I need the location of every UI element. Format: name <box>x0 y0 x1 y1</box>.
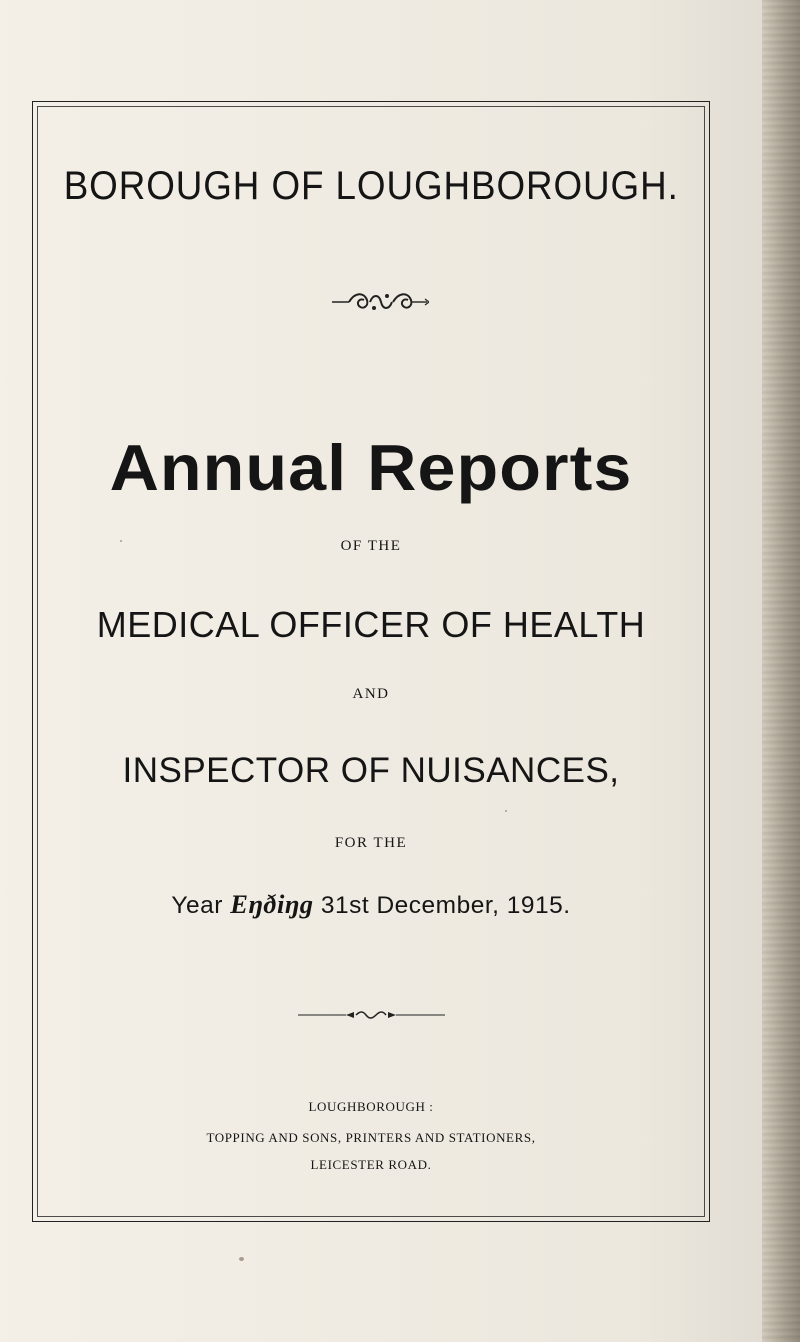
printer-firm: TOPPING AND SONS, PRINTERS AND STATIONERS, <box>206 1130 536 1145</box>
of-the-label: OF THE <box>340 538 402 554</box>
paper-speck <box>120 540 122 542</box>
borough-title: BOROUGH OF LOUGHBOROUGH. <box>63 164 679 208</box>
medical-officer-heading: MEDICAL OFFICER OF HEALTH <box>96 604 646 645</box>
decorative-rule-icon <box>298 1010 445 1020</box>
year-line <box>30 890 711 920</box>
printer-address: LEICESTER ROAD. <box>310 1157 432 1172</box>
and-label: AND <box>352 686 390 702</box>
paper-speck <box>505 810 507 812</box>
ending-word: Eŋðiŋg <box>230 890 314 919</box>
for-the-label: FOR THE <box>334 835 408 851</box>
printer-location: LOUGHBOROUGH : <box>308 1099 434 1114</box>
paper-speck <box>239 1257 244 1261</box>
scroll-ornament-icon <box>329 288 429 316</box>
inspector-heading: INSPECTOR OF NUISANCES, <box>122 751 620 790</box>
inner-border <box>37 106 705 1217</box>
page-edge-shadow <box>762 0 800 1342</box>
year-date: 31st December, 1915. <box>320 892 571 919</box>
main-title: Annual Reports <box>109 431 633 504</box>
year-prefix: Year <box>171 892 223 919</box>
